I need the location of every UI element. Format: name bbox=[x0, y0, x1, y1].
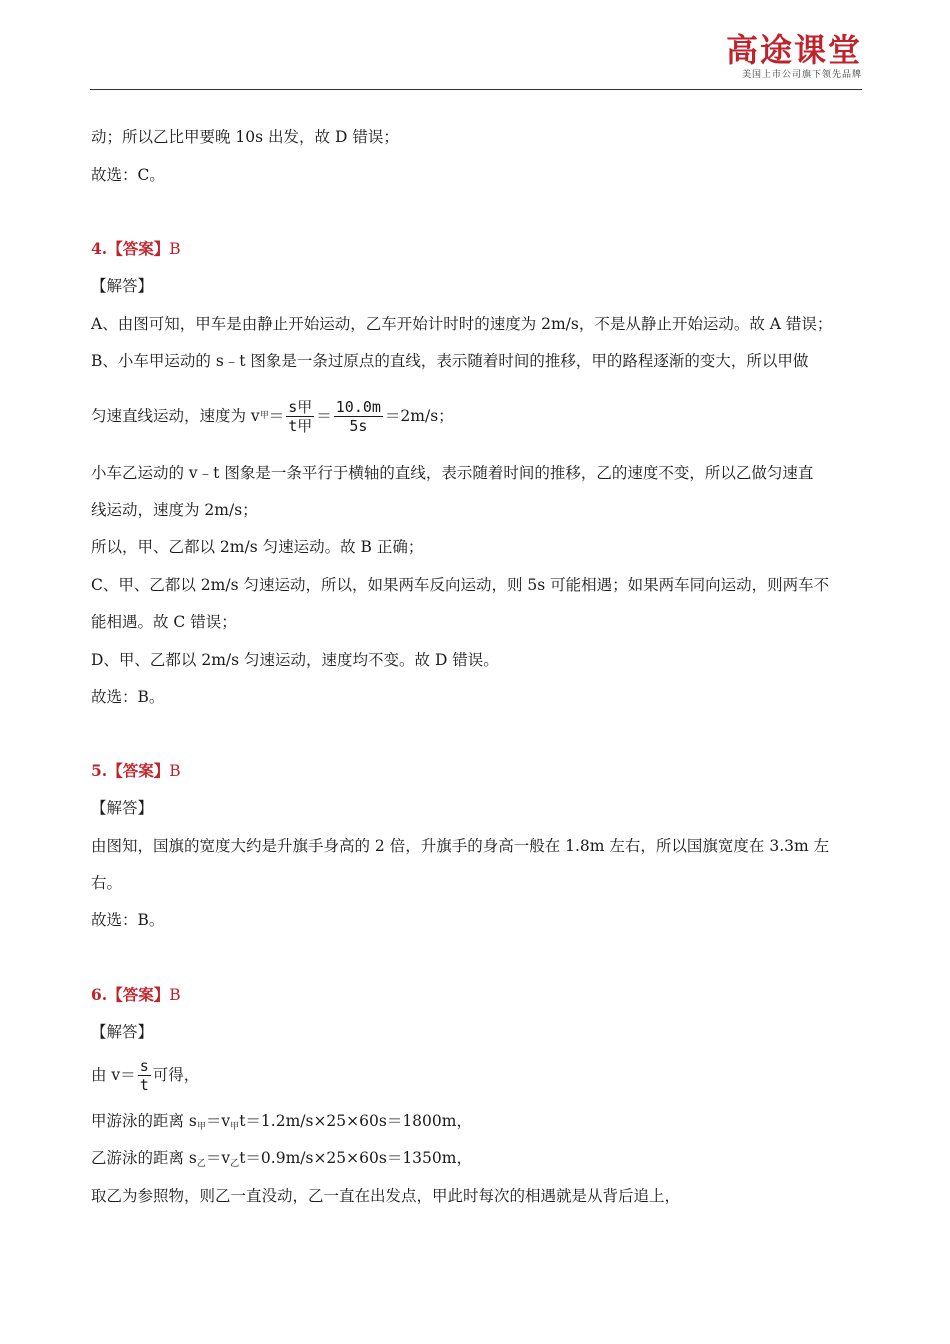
solution-label: 【解答】 bbox=[91, 277, 154, 295]
formula-text: ＝2m/s； bbox=[384, 407, 454, 425]
text-line: 取乙为参照物，则乙一直没动，乙一直在出发点，甲此时每次的相遇就是从背后追上， bbox=[91, 1187, 681, 1205]
text-line: 小车乙运动的 v﹣t 图象是一条平行于横轴的直线，表示随着时间的推移，乙的速度不变，所以乙做匀速直 bbox=[91, 464, 814, 482]
brand-logo bbox=[726, 32, 862, 82]
formula-text: 匀速直线运动，速度为 v bbox=[91, 407, 260, 425]
answer-tag: 【答案】 bbox=[107, 239, 170, 258]
header-divider bbox=[90, 89, 862, 90]
answer-tag: 【答案】 bbox=[107, 985, 170, 1004]
answer-heading-5 bbox=[91, 761, 181, 781]
text-line: 由图知，国旗的宽度大约是升旗手身高的 2 倍，升旗手的身高一般在 1.8m 左右，所以国旗宽度在 3.3m 左 bbox=[91, 837, 830, 855]
formula-line bbox=[91, 1055, 199, 1095]
solution-label: 【解答】 bbox=[91, 799, 154, 817]
brand-name: 高途课堂 bbox=[725, 31, 862, 69]
brand-tagline: 美国上市公司旗下领先品牌 bbox=[741, 70, 862, 80]
subscript: 甲 bbox=[196, 1122, 206, 1132]
text-line: 故选：B。 bbox=[91, 688, 165, 706]
answer-heading-4 bbox=[91, 239, 181, 259]
text-line: 动；所以乙比甲要晚 10s 出发，故 D 错误； bbox=[91, 128, 399, 146]
text-line: A、由图可知，甲车是由静止开始运动，乙车开始计时时的速度为 2m/s，不是从静止开始运动。故 A 错误； bbox=[91, 315, 833, 333]
text-line: 右。 bbox=[91, 874, 123, 892]
question-number: 4. bbox=[91, 239, 108, 258]
fraction-numerator: 10.0m bbox=[335, 397, 381, 416]
answer-letter: B bbox=[169, 986, 181, 1004]
text-line: 故选：B。 bbox=[91, 911, 165, 929]
fraction-numerator: s甲 bbox=[288, 397, 313, 416]
subscript: 乙 bbox=[196, 1159, 206, 1169]
subscript: 甲 bbox=[230, 1122, 240, 1132]
text-line: B、小车甲运动的 s﹣t 图象是一条过原点的直线，表示随着时间的推移，甲的路程逐渐的变大，所以甲做 bbox=[91, 352, 809, 370]
text-line: C、甲、乙都以 2m/s 匀速运动，所以，如果两车反向运动，则 5s 可能相遇；如果两车同向运动，则两车不 bbox=[91, 576, 830, 594]
fraction-values bbox=[334, 398, 383, 435]
fraction-s-over-t bbox=[286, 398, 314, 435]
fraction-denominator: t bbox=[139, 1075, 149, 1094]
subscript: 甲 bbox=[259, 411, 269, 421]
answer-tag: 【答案】 bbox=[107, 761, 170, 780]
text-line: D、甲、乙都以 2m/s 匀速运动，速度均不变。故 D 错误。 bbox=[91, 651, 499, 669]
answer-letter: B bbox=[169, 762, 181, 780]
formula-text: 甲游泳的距离 s bbox=[91, 1112, 197, 1130]
text-line bbox=[91, 1148, 472, 1174]
formula-text: ＝v bbox=[205, 1149, 231, 1167]
formula-text: t＝1.2m/s×25×60s＝1800m， bbox=[239, 1112, 472, 1130]
formula-text: 乙游泳的距离 s bbox=[91, 1149, 197, 1167]
text-line: 能相遇。故 C 错误； bbox=[91, 613, 237, 631]
formula-text: 可得， bbox=[152, 1066, 200, 1084]
page-header bbox=[90, 30, 862, 90]
equals-sign: ＝ bbox=[268, 407, 285, 425]
subscript: 乙 bbox=[230, 1159, 240, 1169]
formula-text: t＝0.9m/s×25×60s＝1350m， bbox=[239, 1149, 472, 1167]
fraction-numerator: s bbox=[139, 1056, 149, 1075]
answer-heading-6 bbox=[91, 985, 181, 1005]
fraction-s-over-t bbox=[138, 1057, 151, 1094]
text-line: 故选：C。 bbox=[91, 166, 165, 184]
question-number: 5. bbox=[91, 761, 108, 780]
formula-text: ＝v bbox=[205, 1112, 231, 1130]
solution-label: 【解答】 bbox=[91, 1023, 154, 1041]
formula-line bbox=[91, 396, 454, 436]
text-line bbox=[91, 1111, 472, 1137]
formula-text: 由 v＝ bbox=[91, 1066, 136, 1084]
answer-letter: B bbox=[169, 240, 181, 258]
question-number: 6. bbox=[91, 985, 108, 1004]
equals-sign: ＝ bbox=[316, 407, 332, 425]
text-line: 所以，甲、乙都以 2m/s 匀速运动。故 B 正确； bbox=[91, 538, 424, 556]
fraction-denominator: 5s bbox=[349, 416, 368, 435]
text-line: 线运动，速度为 2m/s； bbox=[91, 501, 258, 519]
fraction-denominator: t甲 bbox=[288, 416, 313, 435]
